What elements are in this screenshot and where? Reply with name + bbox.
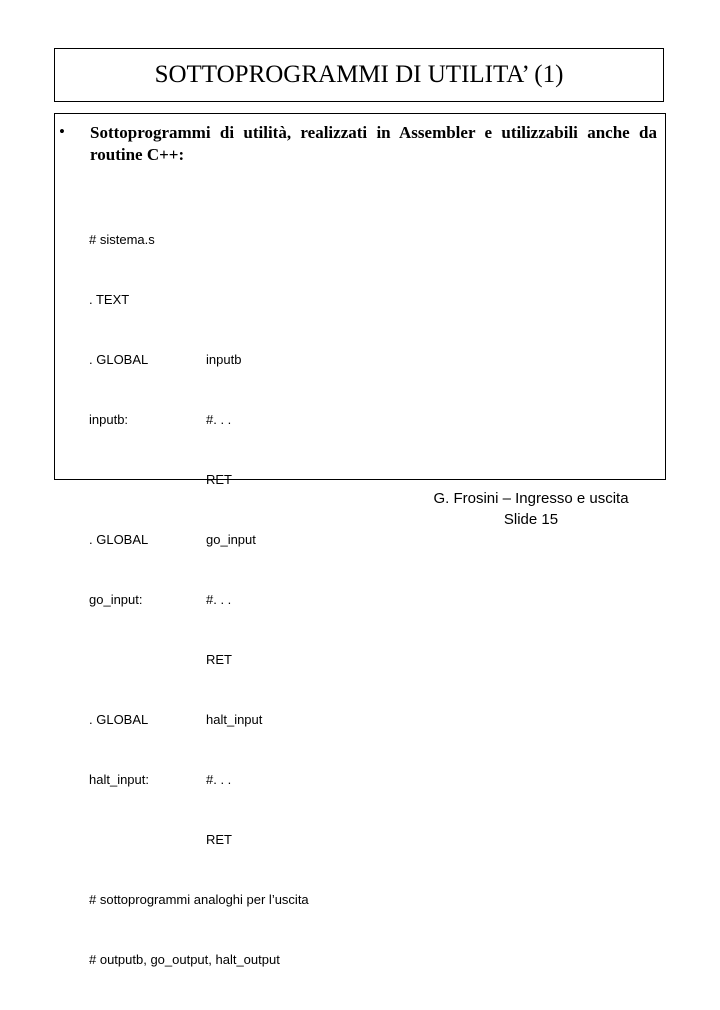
code-line: RET xyxy=(206,652,232,667)
title-box xyxy=(54,48,664,102)
code-line: RET xyxy=(206,832,232,847)
code-line: . GLOBAL xyxy=(89,532,149,547)
code-line: inputb: xyxy=(89,412,129,427)
code-instructions-column xyxy=(206,190,262,1010)
code-line: go_input xyxy=(206,532,256,547)
code-line: go_input: xyxy=(89,592,143,607)
code-line: #. . . xyxy=(206,772,232,787)
code-line: . GLOBAL xyxy=(89,352,149,367)
code-line xyxy=(206,230,262,250)
bullet-text: Sottoprogrammi di utilità, realizzati in Assembler e utilizzabili anche da routine C++: xyxy=(90,123,657,164)
code-line: # sottoprogrammi analoghi per l’uscita xyxy=(89,892,309,907)
code-labels-column xyxy=(89,190,309,1010)
code-line: #. . . xyxy=(206,592,232,607)
code-line: # outputb, go_output, halt_output xyxy=(89,952,280,967)
code-line: #. . . xyxy=(206,412,232,427)
code-line: # sistema.s xyxy=(89,232,155,247)
code-line: . TEXT xyxy=(89,292,130,307)
footer xyxy=(410,488,652,530)
code-line: inputb xyxy=(206,352,242,367)
code-line xyxy=(206,290,262,310)
code-line: halt_input xyxy=(206,712,263,727)
code-line xyxy=(89,470,309,490)
slide-title: SOTTOPROGRAMMI DI UTILITA’ (1) xyxy=(154,61,564,88)
bullet-icon: • xyxy=(59,122,65,141)
code-line: . GLOBAL xyxy=(89,712,149,727)
code-line xyxy=(89,830,309,850)
code-line: halt_input: xyxy=(89,772,149,787)
code-line: RET xyxy=(206,472,232,487)
code-line xyxy=(89,650,309,670)
code-line xyxy=(206,890,262,910)
footer-author-course: G. Frosini – Ingresso e uscita xyxy=(433,490,629,507)
footer-slide-number: Slide 15 xyxy=(503,511,559,528)
code-line xyxy=(206,950,262,970)
